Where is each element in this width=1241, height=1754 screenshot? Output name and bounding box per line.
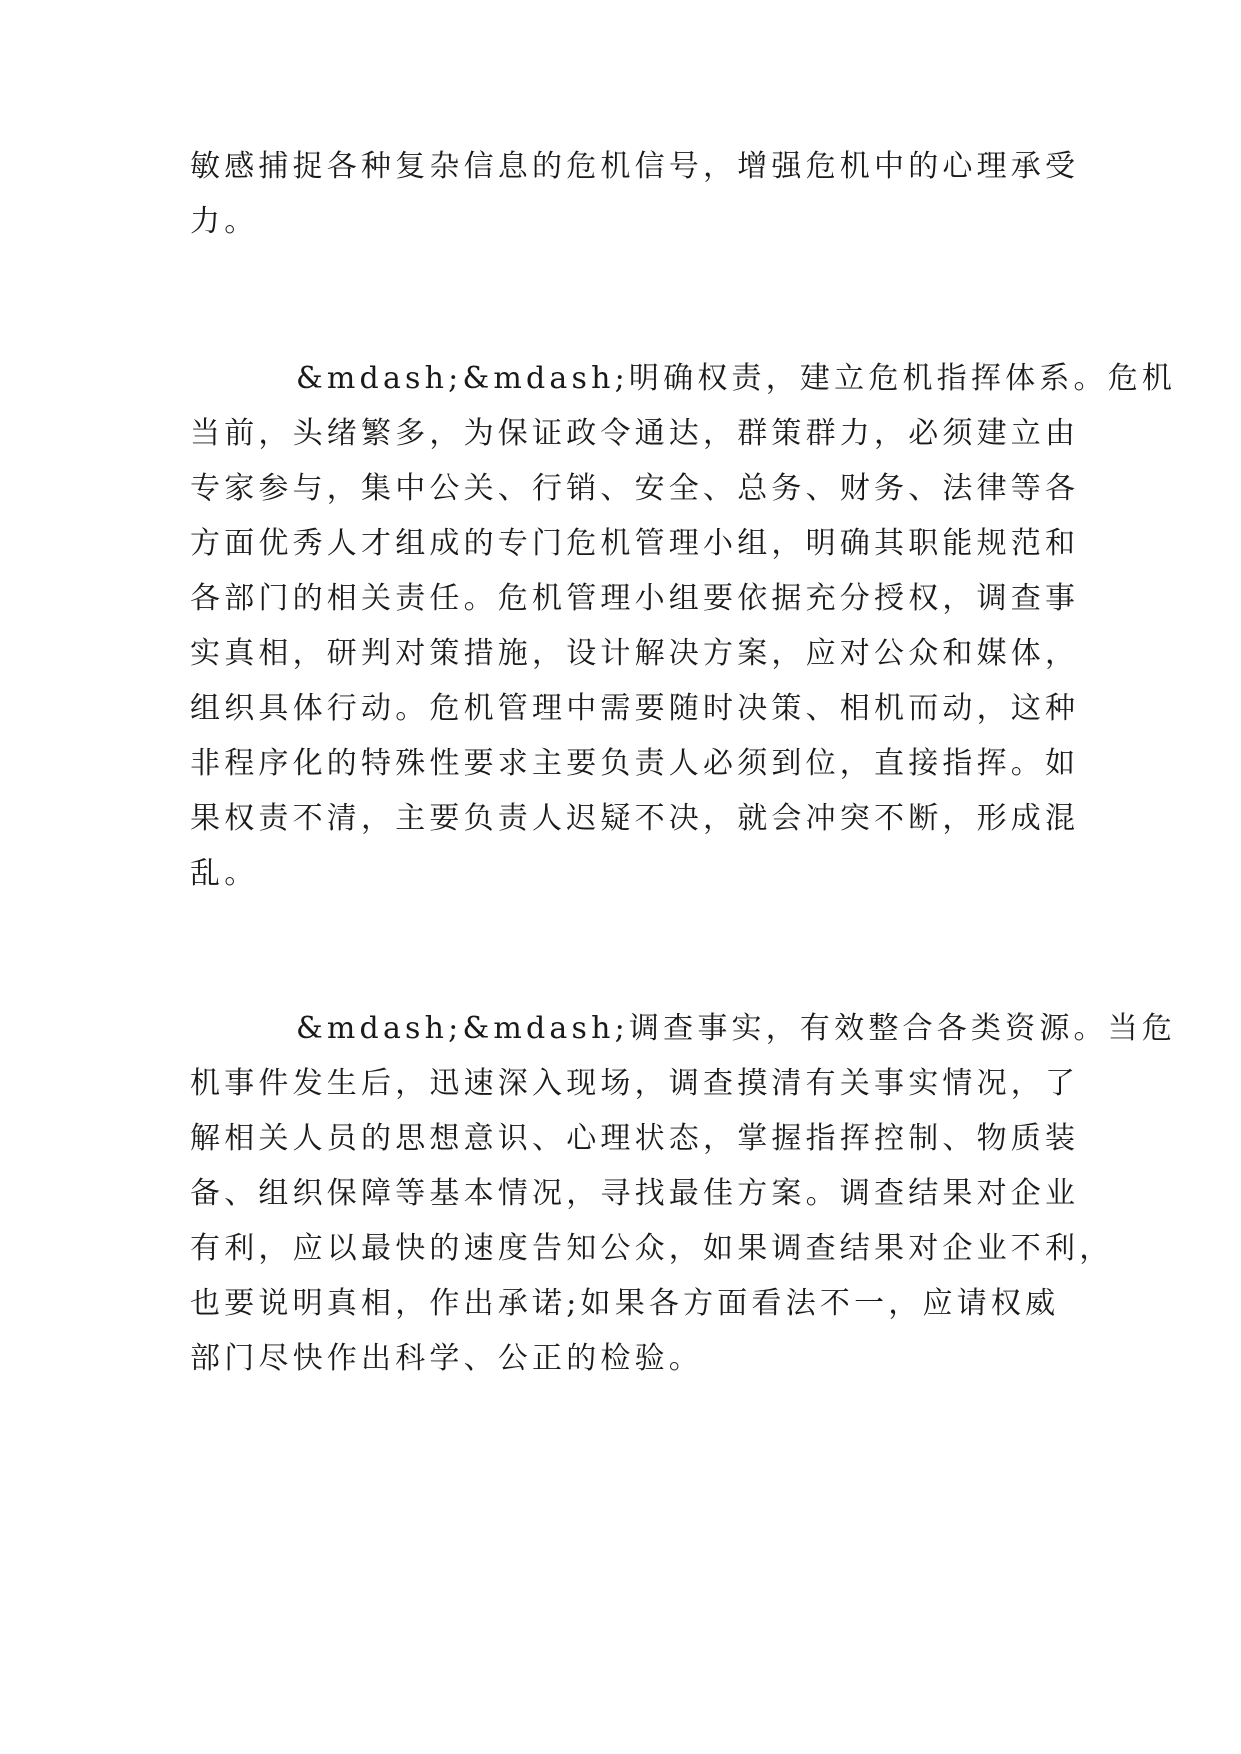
paragraph-2-line-5: 各部门的相关责任。危机管理小组要依据充分授权，调查事 <box>190 581 1080 616</box>
paragraph-3-line-7: 部门尽快作出科学、公正的检验。 <box>190 1341 703 1376</box>
paragraph-2-line-6: 实真相，研判对策措施，设计解决方案，应对公众和媒体， <box>190 636 1080 671</box>
paragraph-2-line-2: 当前，头绪繁多，为保证政令通达，群策群力，必须建立由 <box>190 416 1080 451</box>
paragraph-3-line-1: &mdash;&mdash;调查事实，有效整合各类资源。当危 <box>296 1011 1177 1046</box>
paragraph-2-line-10: 乱。 <box>190 856 259 891</box>
paragraph-3-line-4: 备、组织保障等基本情况，寻找最佳方案。调查结果对企业 <box>190 1176 1080 1211</box>
paragraph-2-line-1: &mdash;&mdash;明确权责，建立危机指挥体系。危机 <box>296 361 1177 396</box>
paragraph-3-line-3: 解相关人员的思想意识、心理状态，掌握指挥控制、物质装 <box>190 1121 1080 1156</box>
paragraph-2-line-4: 方面优秀人才组成的专门危机管理小组，明确其职能规范和 <box>190 526 1080 561</box>
paragraph-3-line-2: 机事件发生后，迅速深入现场，调查摸清有关事实情况，了 <box>190 1066 1080 1101</box>
paragraph-2-line-9: 果权责不清，主要负责人迟疑不决，就会冲突不断，形成混 <box>190 801 1080 836</box>
paragraph-3-line-5: 有利，应以最快的速度告知公众，如果调查结果对企业不利， <box>190 1231 1114 1266</box>
paragraph-2-line-7: 组织具体行动。危机管理中需要随时决策、相机而动，这种 <box>190 691 1080 726</box>
paragraph-1-line-1: 敏感捕捉各种复杂信息的危机信号，增强危机中的心理承受 <box>190 149 1080 184</box>
paragraph-2-line-3: 专家参与，集中公关、行销、安全、总务、财务、法律等各 <box>190 471 1080 506</box>
paragraph-3-line-6: 也要说明真相，作出承诺;如果各方面看法不一，应请权威 <box>190 1286 1060 1321</box>
paragraph-2-line-8: 非程序化的特殊性要求主要负责人必须到位，直接指挥。如 <box>190 746 1080 781</box>
paragraph-1-line-2: 力。 <box>190 204 259 239</box>
